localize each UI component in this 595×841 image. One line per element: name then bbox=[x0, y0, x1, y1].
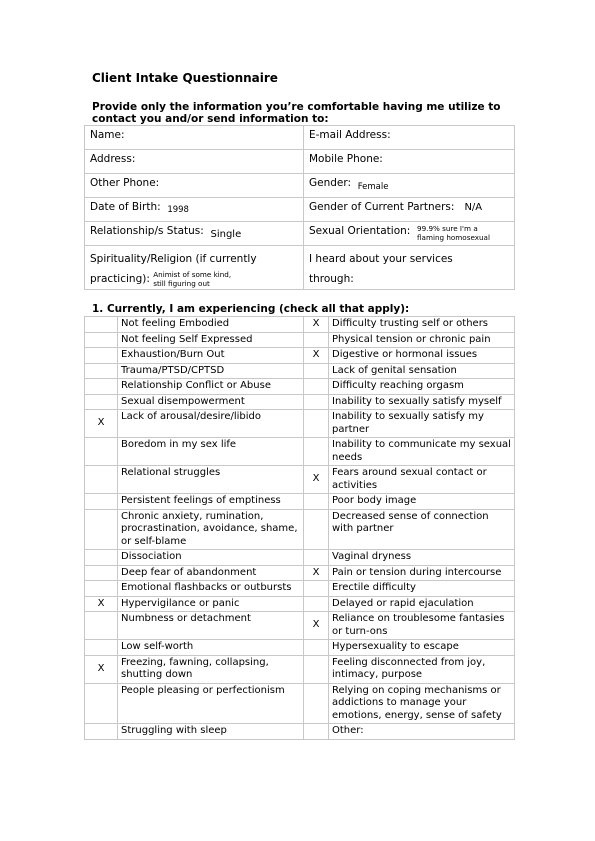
item-label-left: Low self-worth bbox=[118, 640, 304, 656]
item-label-right: Inability to communicate my sexual needs bbox=[329, 438, 515, 466]
item-label-right: Digestive or hormonal issues bbox=[329, 348, 515, 364]
checkbox-right[interactable] bbox=[304, 332, 329, 348]
table-row bbox=[85, 438, 515, 466]
checkbox-left[interactable] bbox=[85, 332, 118, 348]
checkbox-left[interactable] bbox=[85, 724, 118, 740]
checkbox-left[interactable] bbox=[85, 550, 118, 566]
dob-field[interactable] bbox=[85, 198, 304, 222]
checkbox-right[interactable] bbox=[304, 581, 329, 597]
table-row bbox=[85, 565, 515, 581]
dob-label: Date of Birth: bbox=[90, 201, 161, 213]
item-label-right: Hypersexuality to escape bbox=[329, 640, 515, 656]
address-label: Address: bbox=[90, 153, 136, 165]
item-label-right: Reliance on troublesome fantasies or turn-ons bbox=[329, 612, 515, 640]
item-label-left: Struggling with sleep bbox=[118, 724, 304, 740]
item-label-left: Sexual disempowerment bbox=[118, 394, 304, 410]
checkbox-right[interactable]: X bbox=[304, 612, 329, 640]
partners-value: N/A bbox=[464, 202, 483, 213]
checkbox-right[interactable] bbox=[304, 640, 329, 656]
relationship-field[interactable] bbox=[85, 222, 304, 246]
item-label-right: Difficulty reaching orgasm bbox=[329, 379, 515, 395]
checkbox-left[interactable] bbox=[85, 317, 118, 333]
checkbox-left[interactable] bbox=[85, 394, 118, 410]
item-label-left: Exhaustion/Burn Out bbox=[118, 348, 304, 364]
checkbox-right[interactable] bbox=[304, 655, 329, 683]
item-label-right: Inability to sexually satisfy my partner bbox=[329, 410, 515, 438]
item-label-left: Not feeling Self Expressed bbox=[118, 332, 304, 348]
mobile-phone-label: Mobile Phone: bbox=[309, 153, 383, 165]
spirituality-label-line-1: Spirituality/Religion (if currently bbox=[90, 253, 257, 265]
orientation-field[interactable] bbox=[304, 222, 515, 246]
item-label-right: Poor body image bbox=[329, 494, 515, 510]
checkbox-right[interactable] bbox=[304, 683, 329, 724]
page-title: Client Intake Questionnaire bbox=[92, 71, 278, 85]
gender-label: Gender: bbox=[309, 177, 352, 189]
item-label-left: Relationship Conflict or Abuse bbox=[118, 379, 304, 395]
item-label-left: Trauma/PTSD/CPTSD bbox=[118, 363, 304, 379]
section-1-heading: 1. Currently, I am experiencing (check all that apply): bbox=[92, 303, 410, 315]
checkbox-right[interactable]: X bbox=[304, 317, 329, 333]
item-label-left: Numbness or detachment bbox=[118, 612, 304, 640]
checkbox-left[interactable] bbox=[85, 683, 118, 724]
gender-value: Female bbox=[357, 182, 389, 192]
address-field[interactable] bbox=[85, 150, 304, 174]
item-label-right: Lack of genital sensation bbox=[329, 363, 515, 379]
orientation-value-line-2: flaming homosexual bbox=[417, 232, 490, 242]
checkbox-left[interactable] bbox=[85, 363, 118, 379]
checkbox-right[interactable] bbox=[304, 379, 329, 395]
item-label-right: Feeling disconnected from joy, intimacy, purpose bbox=[329, 655, 515, 683]
checkbox-left[interactable] bbox=[85, 438, 118, 466]
checkbox-left[interactable] bbox=[85, 565, 118, 581]
spirituality-value-line-1: Animist of some kind, bbox=[153, 270, 232, 279]
item-label-left: Dissociation bbox=[118, 550, 304, 566]
item-label-left: Emotional flashbacks or outbursts bbox=[118, 581, 304, 597]
table-row bbox=[85, 612, 515, 640]
table-row bbox=[85, 596, 515, 612]
table-row bbox=[85, 466, 515, 494]
intro-text: Provide only the information you’re comfortable having me utilize to contact you and/or send information to: bbox=[92, 101, 501, 125]
checkbox-right[interactable]: X bbox=[304, 565, 329, 581]
heard-about-field[interactable] bbox=[304, 246, 515, 290]
checkbox-left[interactable]: X bbox=[85, 655, 118, 683]
checkbox-right[interactable] bbox=[304, 363, 329, 379]
item-label-left: Lack of arousal/desire/libido bbox=[118, 410, 304, 438]
checkbox-right[interactable]: X bbox=[304, 466, 329, 494]
table-row bbox=[85, 379, 515, 395]
table-row bbox=[85, 640, 515, 656]
item-label-left: Chronic anxiety, rumination, procrastination, avoidance, shame, or self-blame bbox=[118, 509, 304, 550]
item-label-left: Relational struggles bbox=[118, 466, 304, 494]
checkbox-left[interactable] bbox=[85, 348, 118, 364]
item-label-left: Deep fear of abandonment bbox=[118, 565, 304, 581]
orientation-label: Sexual Orientation: bbox=[309, 225, 411, 237]
item-label-left: Freezing, fawning, collapsing, shutting down bbox=[118, 655, 304, 683]
table-row bbox=[85, 363, 515, 379]
table-row bbox=[85, 317, 515, 333]
name-field[interactable] bbox=[85, 126, 304, 150]
spirituality-field[interactable] bbox=[85, 246, 304, 290]
item-label-right: Other: bbox=[329, 724, 515, 740]
relationship-label: Relationship/s Status: bbox=[90, 225, 204, 237]
checkbox-right[interactable] bbox=[304, 724, 329, 740]
symptoms-checklist bbox=[84, 316, 515, 740]
checkbox-right[interactable] bbox=[304, 394, 329, 410]
spirituality-label-line-2: practicing): bbox=[90, 273, 150, 285]
table-row bbox=[85, 509, 515, 550]
checkbox-left[interactable] bbox=[85, 466, 118, 494]
checkbox-left[interactable]: X bbox=[85, 410, 118, 438]
item-label-right: Delayed or rapid ejaculation bbox=[329, 596, 515, 612]
checkbox-right[interactable] bbox=[304, 596, 329, 612]
checkbox-left[interactable] bbox=[85, 379, 118, 395]
item-label-left: Not feeling Embodied bbox=[118, 317, 304, 333]
item-label-right: Physical tension or chronic pain bbox=[329, 332, 515, 348]
spirituality-value-line-2: still figuring out bbox=[153, 278, 210, 288]
table-row bbox=[85, 581, 515, 597]
table-row bbox=[85, 724, 515, 740]
checkbox-right[interactable] bbox=[304, 494, 329, 510]
checkbox-left[interactable] bbox=[85, 494, 118, 510]
table-row bbox=[85, 410, 515, 438]
other-phone-field[interactable] bbox=[85, 174, 304, 198]
dob-value: 1998 bbox=[167, 205, 189, 215]
item-label-right: Pain or tension during intercourse bbox=[329, 565, 515, 581]
checkbox-right[interactable] bbox=[304, 509, 329, 550]
item-label-left: Hypervigilance or panic bbox=[118, 596, 304, 612]
item-label-right: Fears around sexual contact or activities bbox=[329, 466, 515, 494]
relationship-value: Single bbox=[210, 229, 242, 240]
item-label-right: Decreased sense of connection with partner bbox=[329, 509, 515, 550]
checkbox-left[interactable] bbox=[85, 581, 118, 597]
item-label-right: Relying on coping mechanisms or addictions to manage your emotions, energy, sense of safety bbox=[329, 683, 515, 724]
mobile-phone-field[interactable] bbox=[304, 150, 515, 174]
checkbox-right[interactable] bbox=[304, 438, 329, 466]
item-label-left: People pleasing or perfectionism bbox=[118, 683, 304, 724]
item-label-right: Inability to sexually satisfy myself bbox=[329, 394, 515, 410]
table-row bbox=[85, 550, 515, 566]
other-phone-label: Other Phone: bbox=[90, 177, 160, 189]
item-label-right: Erectile difficulty bbox=[329, 581, 515, 597]
table-row bbox=[85, 332, 515, 348]
checkbox-right[interactable] bbox=[304, 550, 329, 566]
item-label-right: Vaginal dryness bbox=[329, 550, 515, 566]
checkbox-left[interactable] bbox=[85, 509, 118, 550]
name-label: Name: bbox=[90, 129, 125, 141]
orientation-value-line-1: 99.9% sure I'm a bbox=[417, 224, 478, 233]
heard-about-label-line-1: I heard about your services bbox=[309, 253, 453, 265]
checkbox-right[interactable]: X bbox=[304, 348, 329, 364]
table-row bbox=[85, 348, 515, 364]
email-field[interactable] bbox=[304, 126, 515, 150]
table-row bbox=[85, 494, 515, 510]
checkbox-left[interactable] bbox=[85, 640, 118, 656]
contact-info-table bbox=[84, 125, 515, 290]
item-label-left: Boredom in my sex life bbox=[118, 438, 304, 466]
item-label-right: Difficulty trusting self or others bbox=[329, 317, 515, 333]
checkbox-left[interactable] bbox=[85, 612, 118, 640]
table-row bbox=[85, 394, 515, 410]
partners-field[interactable] bbox=[304, 198, 515, 222]
checkbox-left[interactable]: X bbox=[85, 596, 118, 612]
checkbox-right[interactable] bbox=[304, 410, 329, 438]
table-row bbox=[85, 683, 515, 724]
gender-field[interactable] bbox=[304, 174, 515, 198]
partners-label: Gender of Current Partners: bbox=[309, 201, 455, 213]
item-label-left: Persistent feelings of emptiness bbox=[118, 494, 304, 510]
table-row bbox=[85, 655, 515, 683]
email-label: E-mail Address: bbox=[309, 129, 391, 141]
heard-about-label-line-2: through: bbox=[309, 273, 354, 285]
